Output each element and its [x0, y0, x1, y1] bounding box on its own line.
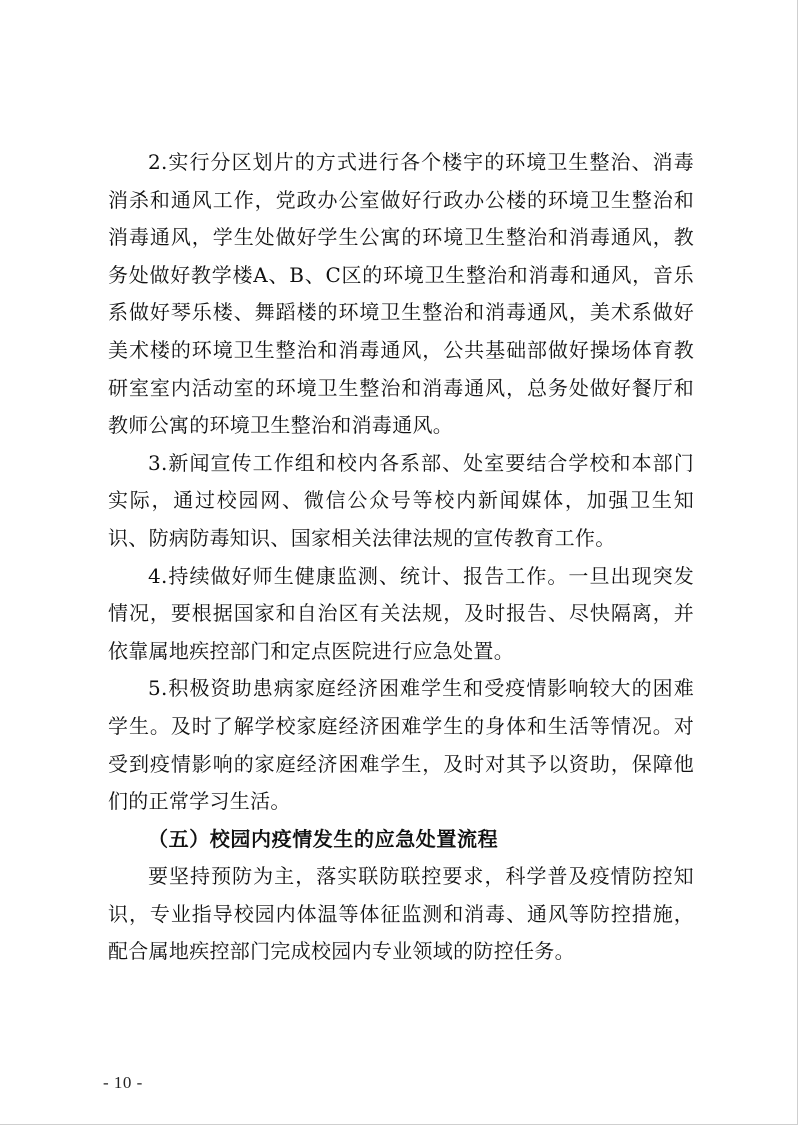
paragraph-student-aid: 5.积极资助患病家庭经济困难学生和受疫情影响较大的困难学生。及时了解学校家庭经济困难学生的身体和生活等情况。对受到疫情影响的家庭经济困难学生，及时对其予以资助，保障他们的正常学习生活。: [108, 676, 694, 814]
paragraph-publicity: 3.新闻宣传工作组和校内各系部、处室要结合学校和本部门实际，通过校园网、微信公众号等校内新闻媒体，加强卫生知识、防病防毒知识、国家相关法律法规的宣传教育工作。: [108, 450, 694, 550]
page-number: - 10 -: [103, 1073, 143, 1092]
section-heading-emergency-process: （五）校园内疫情发生的应急处置流程: [148, 826, 499, 851]
paragraph-health-monitoring: 4.持续做好师生健康监测、统计、报告工作。一旦出现突发情况，要根据国家和自治区有关法规，及时报告、尽快隔离，并依靠属地疾控部门和定点医院进行应急处置。: [108, 563, 694, 663]
paragraph-zoning-hygiene: 2.实行分区划片的方式进行各个楼宇的环境卫生整治、消毒消杀和通风工作，党政办公室做好行政办公楼的环境卫生整治和消毒通风，学生处做好学生公寓的环境卫生整治和消毒通风，教务处做好教学楼A、B、C区的环境卫生整治和消毒和通风，音乐系做好琴乐楼、舞蹈楼的环境卫生整治和消毒通风，美术系做好美术楼的环境卫生整治和消毒通风，公共基础部做好操场体育教研室室内活动室的环境卫生整治和消毒通风，总务处做好餐厅和教师公寓的环境卫生整治和消毒通风。: [108, 150, 694, 438]
paragraph-prevention: 要坚持预防为主，落实联防联控要求，科学普及疫情防控知识，专业指导校园内体温等体征监测和消毒、通风等防控措施，配合属地疾控部门完成校园内专业领域的防控任务。: [108, 864, 694, 964]
document-body: [108, 144, 694, 971]
